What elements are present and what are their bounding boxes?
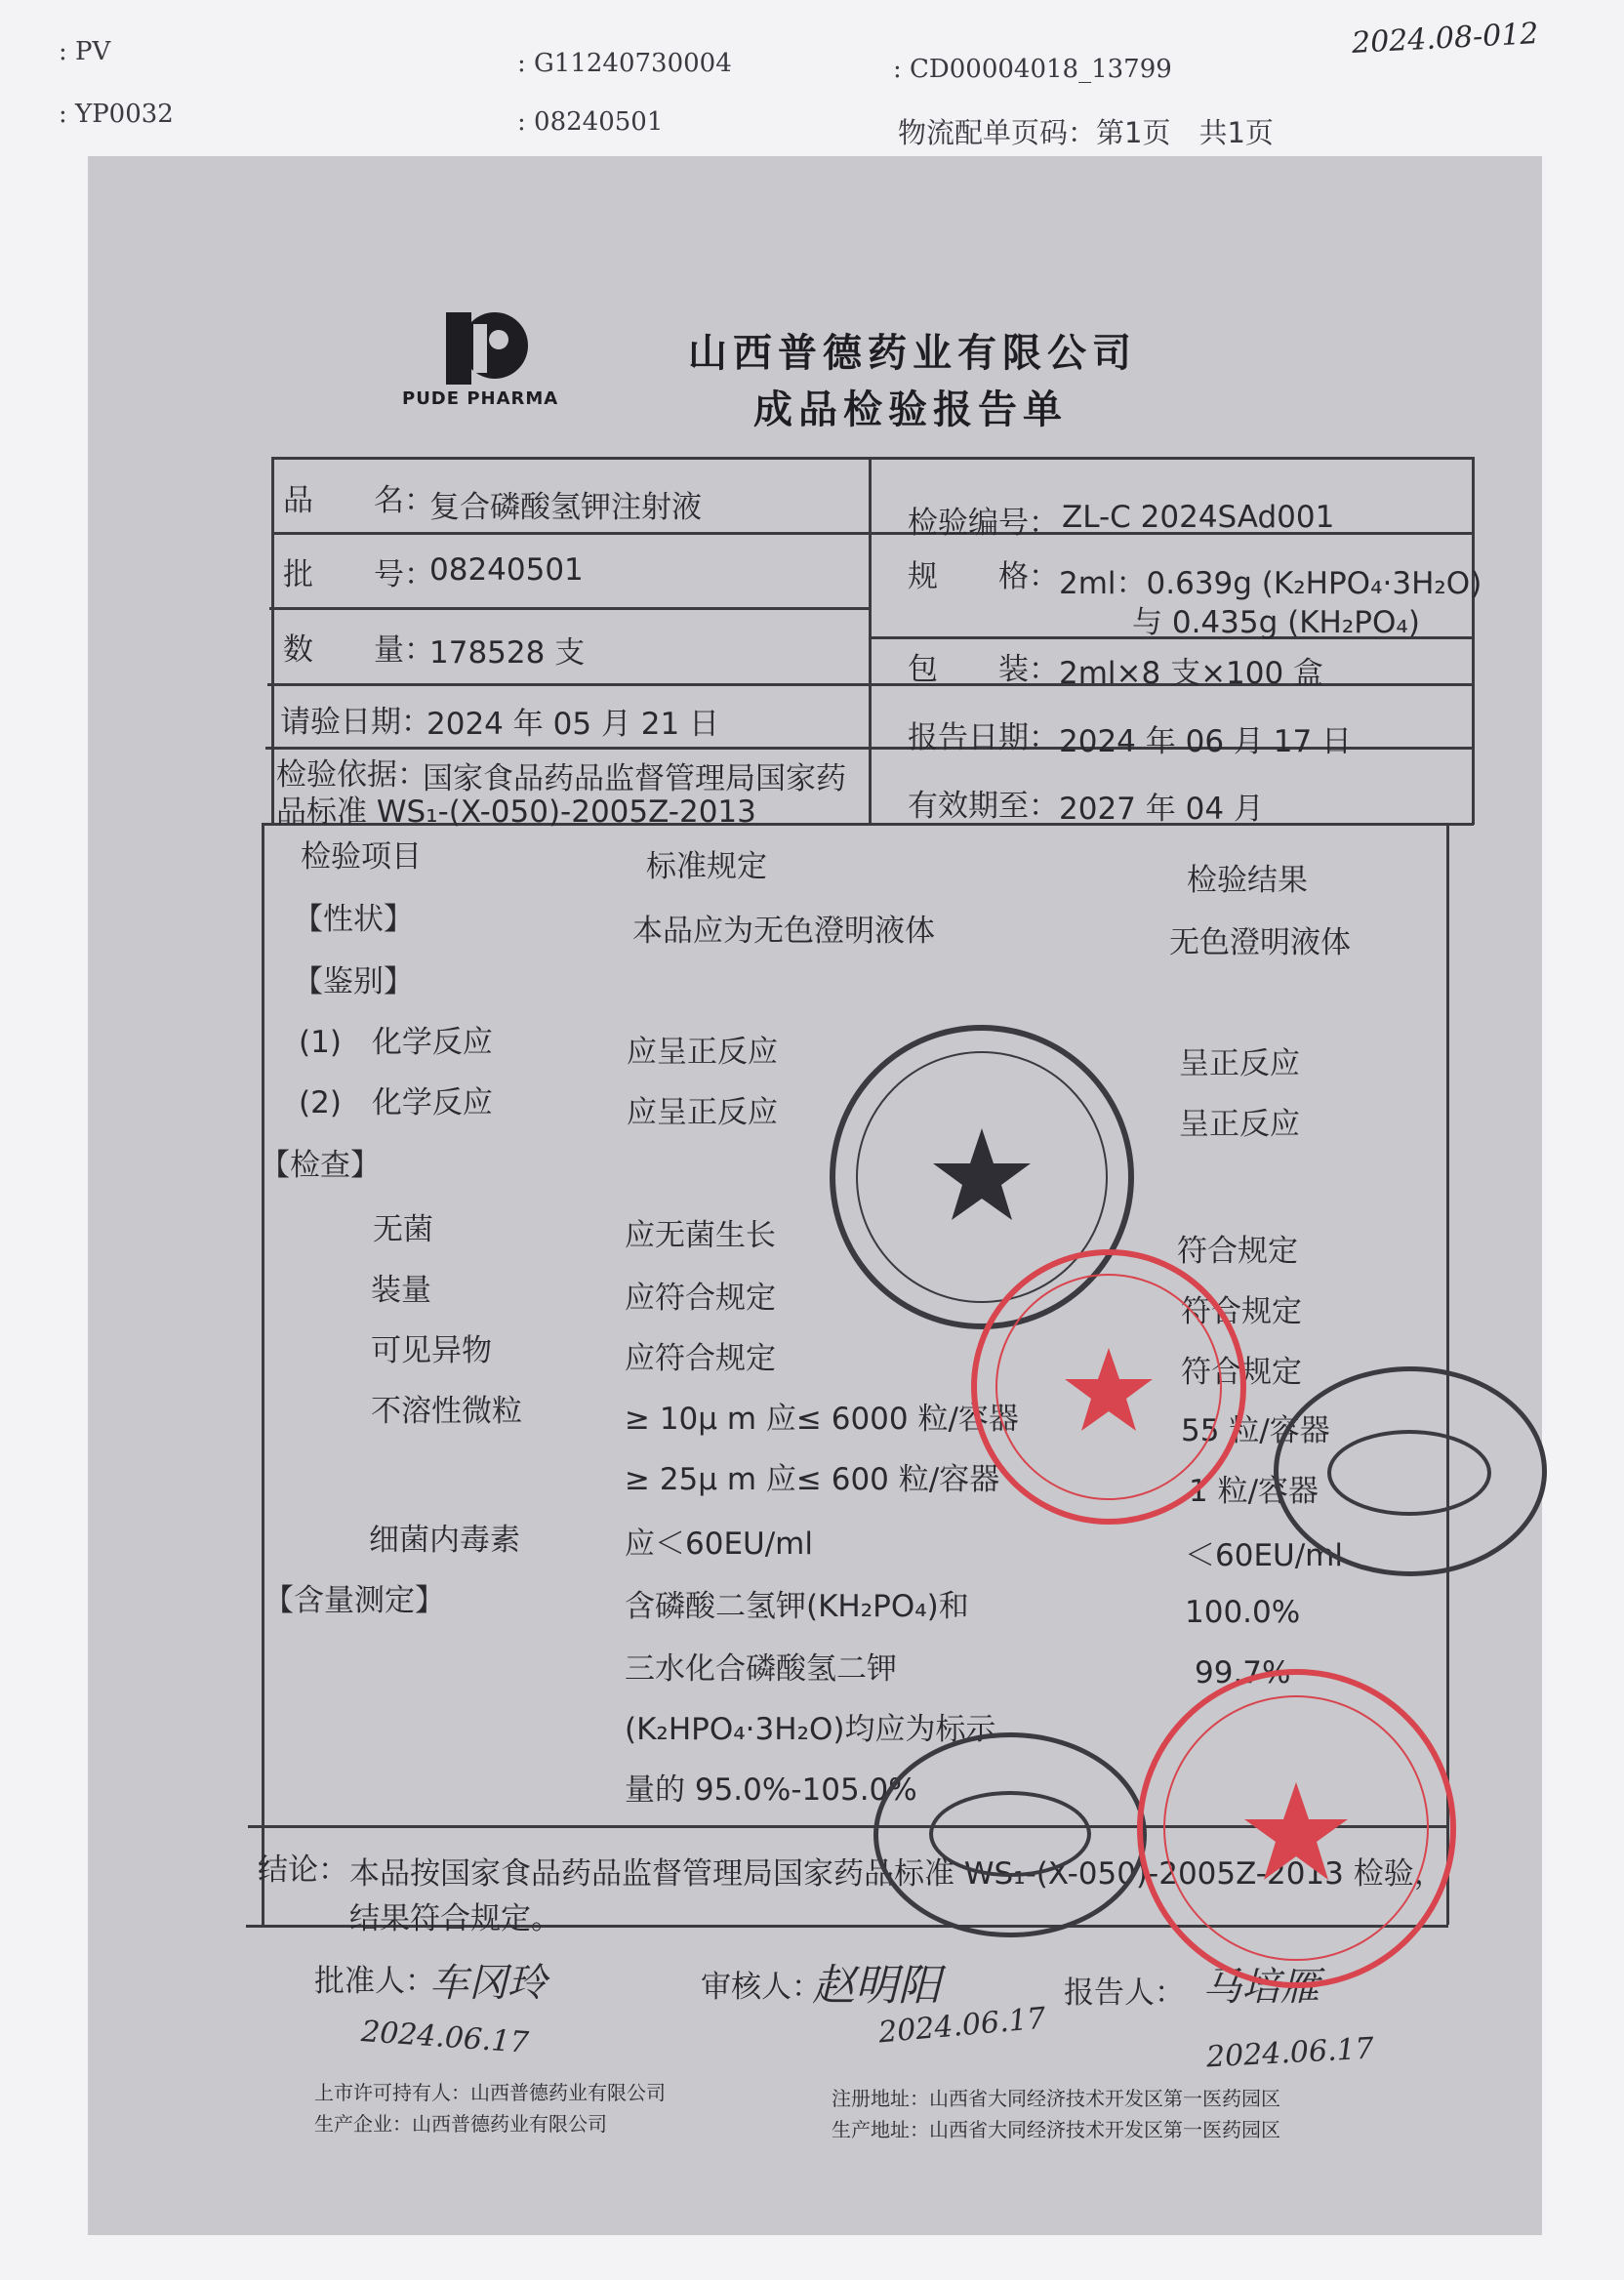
row-item: 可见异物 bbox=[371, 1333, 492, 1368]
grid-line bbox=[262, 823, 264, 1925]
seal-red-1 bbox=[971, 1249, 1246, 1525]
expiry-value: 2027 年 04 月 bbox=[1059, 792, 1264, 827]
row-item: 【性状】 bbox=[293, 902, 414, 937]
row-standard: 应无菌生长 bbox=[625, 1218, 776, 1253]
row-item: (2) 化学反应 bbox=[299, 1085, 493, 1120]
row-item: 不溶性微粒 bbox=[371, 1394, 522, 1429]
product-label: 品 名： bbox=[283, 483, 434, 518]
row-item: 装量 bbox=[371, 1273, 431, 1308]
qty-label: 数 量： bbox=[283, 632, 434, 668]
spec-label: 规 格： bbox=[908, 559, 1059, 594]
row-standard: 应符合规定 bbox=[625, 1281, 776, 1316]
header-pv: : PV bbox=[59, 37, 111, 66]
star-icon bbox=[977, 1255, 1240, 1519]
header-yp: : YP0032 bbox=[59, 100, 174, 129]
approver-date: 2024.06.17 bbox=[359, 2015, 530, 2060]
basis-label: 检验依据： bbox=[276, 757, 427, 793]
row-result: 符合规定 bbox=[1177, 1234, 1298, 1269]
report-date-label: 报告日期： bbox=[908, 720, 1059, 755]
row-item: 【检查】 bbox=[260, 1148, 381, 1183]
row-standard: 应呈正反应 bbox=[627, 1095, 778, 1130]
pack-label: 包 装： bbox=[908, 652, 1059, 687]
pack-value: 2ml×8 支×100 盒 bbox=[1059, 656, 1324, 691]
company-logo bbox=[444, 310, 532, 387]
footer-prod-address: 生产地址：山西省大同经济技术开发区第一医药园区 bbox=[832, 2118, 1280, 2141]
row-result: 99.7% bbox=[1195, 1655, 1291, 1690]
reporter-label: 报告人： bbox=[1064, 1975, 1185, 2011]
handwritten-date: 2024.08-012 bbox=[1351, 17, 1540, 61]
seal-red-2 bbox=[1137, 1669, 1456, 1988]
row-result: 符合规定 bbox=[1181, 1294, 1302, 1329]
col-header-result: 检验结果 bbox=[1187, 863, 1308, 898]
col-header-item: 检验项目 bbox=[301, 839, 422, 875]
row-result: 呈正反应 bbox=[1179, 1046, 1300, 1081]
row-standard: 本品应为无色澄明液体 bbox=[632, 914, 935, 949]
row-item: (1) 化学反应 bbox=[299, 1025, 493, 1060]
row-standard: 应呈正反应 bbox=[627, 1035, 778, 1070]
test-no-label: 检验编号： bbox=[908, 506, 1059, 541]
approver-signature: 车冈玲 bbox=[429, 1961, 547, 2006]
grid-line bbox=[1472, 457, 1475, 825]
company-name: 山西普德药业有限公司 bbox=[688, 331, 1137, 376]
row-result: 无色澄明液体 bbox=[1169, 925, 1351, 960]
reporter-date: 2024.06.17 bbox=[1205, 2031, 1375, 2075]
test-no-value: ZL-C 2024SAd001 bbox=[1062, 500, 1335, 535]
footer-holder: 上市许可持有人：山西普德药业有限公司 bbox=[314, 2081, 666, 2104]
document-title: 成品检验报告单 bbox=[753, 387, 1068, 432]
row-result: 符合规定 bbox=[1181, 1355, 1302, 1390]
request-date-value: 2024 年 05 月 21 日 bbox=[426, 707, 720, 742]
seal-inner-oval bbox=[929, 1791, 1091, 1877]
grid-line bbox=[269, 607, 869, 610]
row-result: ＜60EU/ml bbox=[1185, 1538, 1343, 1573]
page-info: 物流配单页码：第1页 共1页 bbox=[898, 116, 1274, 149]
row-result: 呈正反应 bbox=[1179, 1107, 1300, 1142]
conclusion-label: 结论： bbox=[258, 1852, 348, 1888]
basis-line2: 品标准 WS₁-(X-050)-2005Z-2013 bbox=[276, 794, 756, 830]
footer-reg-address: 注册地址：山西省大同经济技术开发区第一医药园区 bbox=[832, 2087, 1280, 2110]
spec-line1: 2ml：0.639g (K₂HPO₄·3H₂O) bbox=[1059, 566, 1482, 601]
row-standard: 三水化合磷酸氢二钾 bbox=[625, 1651, 897, 1687]
batch-value: 08240501 bbox=[429, 552, 584, 588]
conclusion-line2: 结果符合规定。 bbox=[349, 1901, 561, 1936]
expiry-label: 有效期至： bbox=[908, 789, 1059, 824]
reviewer-signature: 赵明阳 bbox=[812, 1961, 941, 2011]
header-code3: : CD00004018_13799 bbox=[893, 55, 1172, 84]
qty-value: 178528 支 bbox=[429, 635, 586, 671]
approver-label: 批准人： bbox=[314, 1964, 435, 1999]
reviewer-date: 2024.06.17 bbox=[876, 2001, 1047, 2051]
row-standard: ≥ 25μ m 应≤ 600 粒/容器 bbox=[625, 1462, 1000, 1497]
grid-line bbox=[869, 457, 872, 825]
row-item: 无菌 bbox=[373, 1212, 433, 1247]
request-date-label: 请验日期： bbox=[280, 705, 431, 740]
grid-line bbox=[273, 457, 1474, 460]
star-icon bbox=[1143, 1675, 1450, 1982]
row-result: 1 粒/容器 bbox=[1189, 1474, 1320, 1509]
row-standard: 应＜60EU/ml bbox=[625, 1527, 813, 1562]
row-result: 100.0% bbox=[1185, 1595, 1301, 1630]
reporter-signature: 马培雁 bbox=[1202, 1965, 1320, 2010]
logo-text: PUDE PHARMA bbox=[402, 388, 559, 409]
report-date-value: 2024 年 06 月 17 日 bbox=[1059, 724, 1353, 759]
row-standard: 量的 95.0%-105.0% bbox=[625, 1772, 917, 1808]
row-standard: (K₂HPO₄·3H₂O)均应为标示 bbox=[625, 1712, 996, 1747]
grid-line bbox=[271, 457, 274, 825]
seal-gray-3 bbox=[873, 1732, 1147, 1937]
row-standard: 应符合规定 bbox=[625, 1341, 776, 1376]
conclusion-line1: 本品按国家食品药品监督管理局国家药品标准 WS₁-(X-050)-2005Z-2013 检验， bbox=[349, 1856, 1444, 1892]
seal-gray-2 bbox=[1274, 1366, 1547, 1576]
row-item: 【鉴别】 bbox=[293, 964, 414, 999]
row-result: 55 粒/容器 bbox=[1181, 1413, 1330, 1448]
header-code1: : G11240730004 bbox=[517, 49, 732, 78]
product-value: 复合磷酸氢钾注射液 bbox=[429, 490, 702, 525]
batch-label: 批 号： bbox=[283, 557, 434, 592]
row-standard: ≥ 10μ m 应≤ 6000 粒/容器 bbox=[625, 1402, 1019, 1437]
header-code2: : 08240501 bbox=[517, 107, 664, 137]
footer-maker: 生产企业：山西普德药业有限公司 bbox=[314, 2112, 607, 2136]
col-header-standard: 标准规定 bbox=[646, 849, 767, 884]
basis-line1: 国家食品药品监督管理局国家药 bbox=[423, 761, 846, 796]
row-item: 细菌内毒素 bbox=[369, 1523, 520, 1558]
row-item: 【含量测定】 bbox=[264, 1583, 445, 1618]
row-standard: 含磷酸二氢钾(KH₂PO₄)和 bbox=[625, 1589, 969, 1624]
pude-logo-icon bbox=[444, 310, 532, 387]
spec-line2: 与 0.435g (KH₂PO₄) bbox=[1132, 605, 1420, 640]
seal-inner-oval bbox=[1327, 1430, 1491, 1516]
reviewer-label: 审核人： bbox=[701, 1970, 822, 2005]
